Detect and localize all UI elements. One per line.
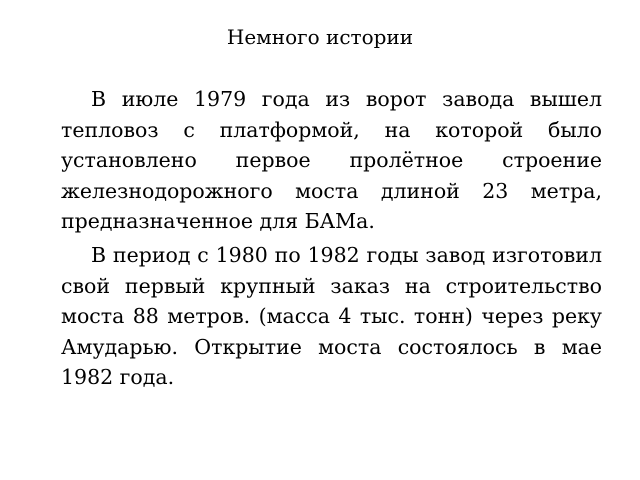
paragraph-bam-bridge: В июле 1979 года из ворот завода вышел тепловоз с платформой, на которой было установлено первое пролётное строение железнодорожного моста длиной 23 метра, предназначенное для БАМа.	[61, 87, 602, 234]
slide-title: Немного истории	[226, 25, 414, 49]
slide-body	[61, 84, 602, 396]
paragraph-amudarya-bridge: В период с 1980 по 1982 годы завод изготовил свой первый крупный заказ на строительство моста 88 метров. (масса 4 тыс. тонн) через реку Амударью. Открытие моста состоялось в мае 1982 года.	[61, 242, 602, 390]
